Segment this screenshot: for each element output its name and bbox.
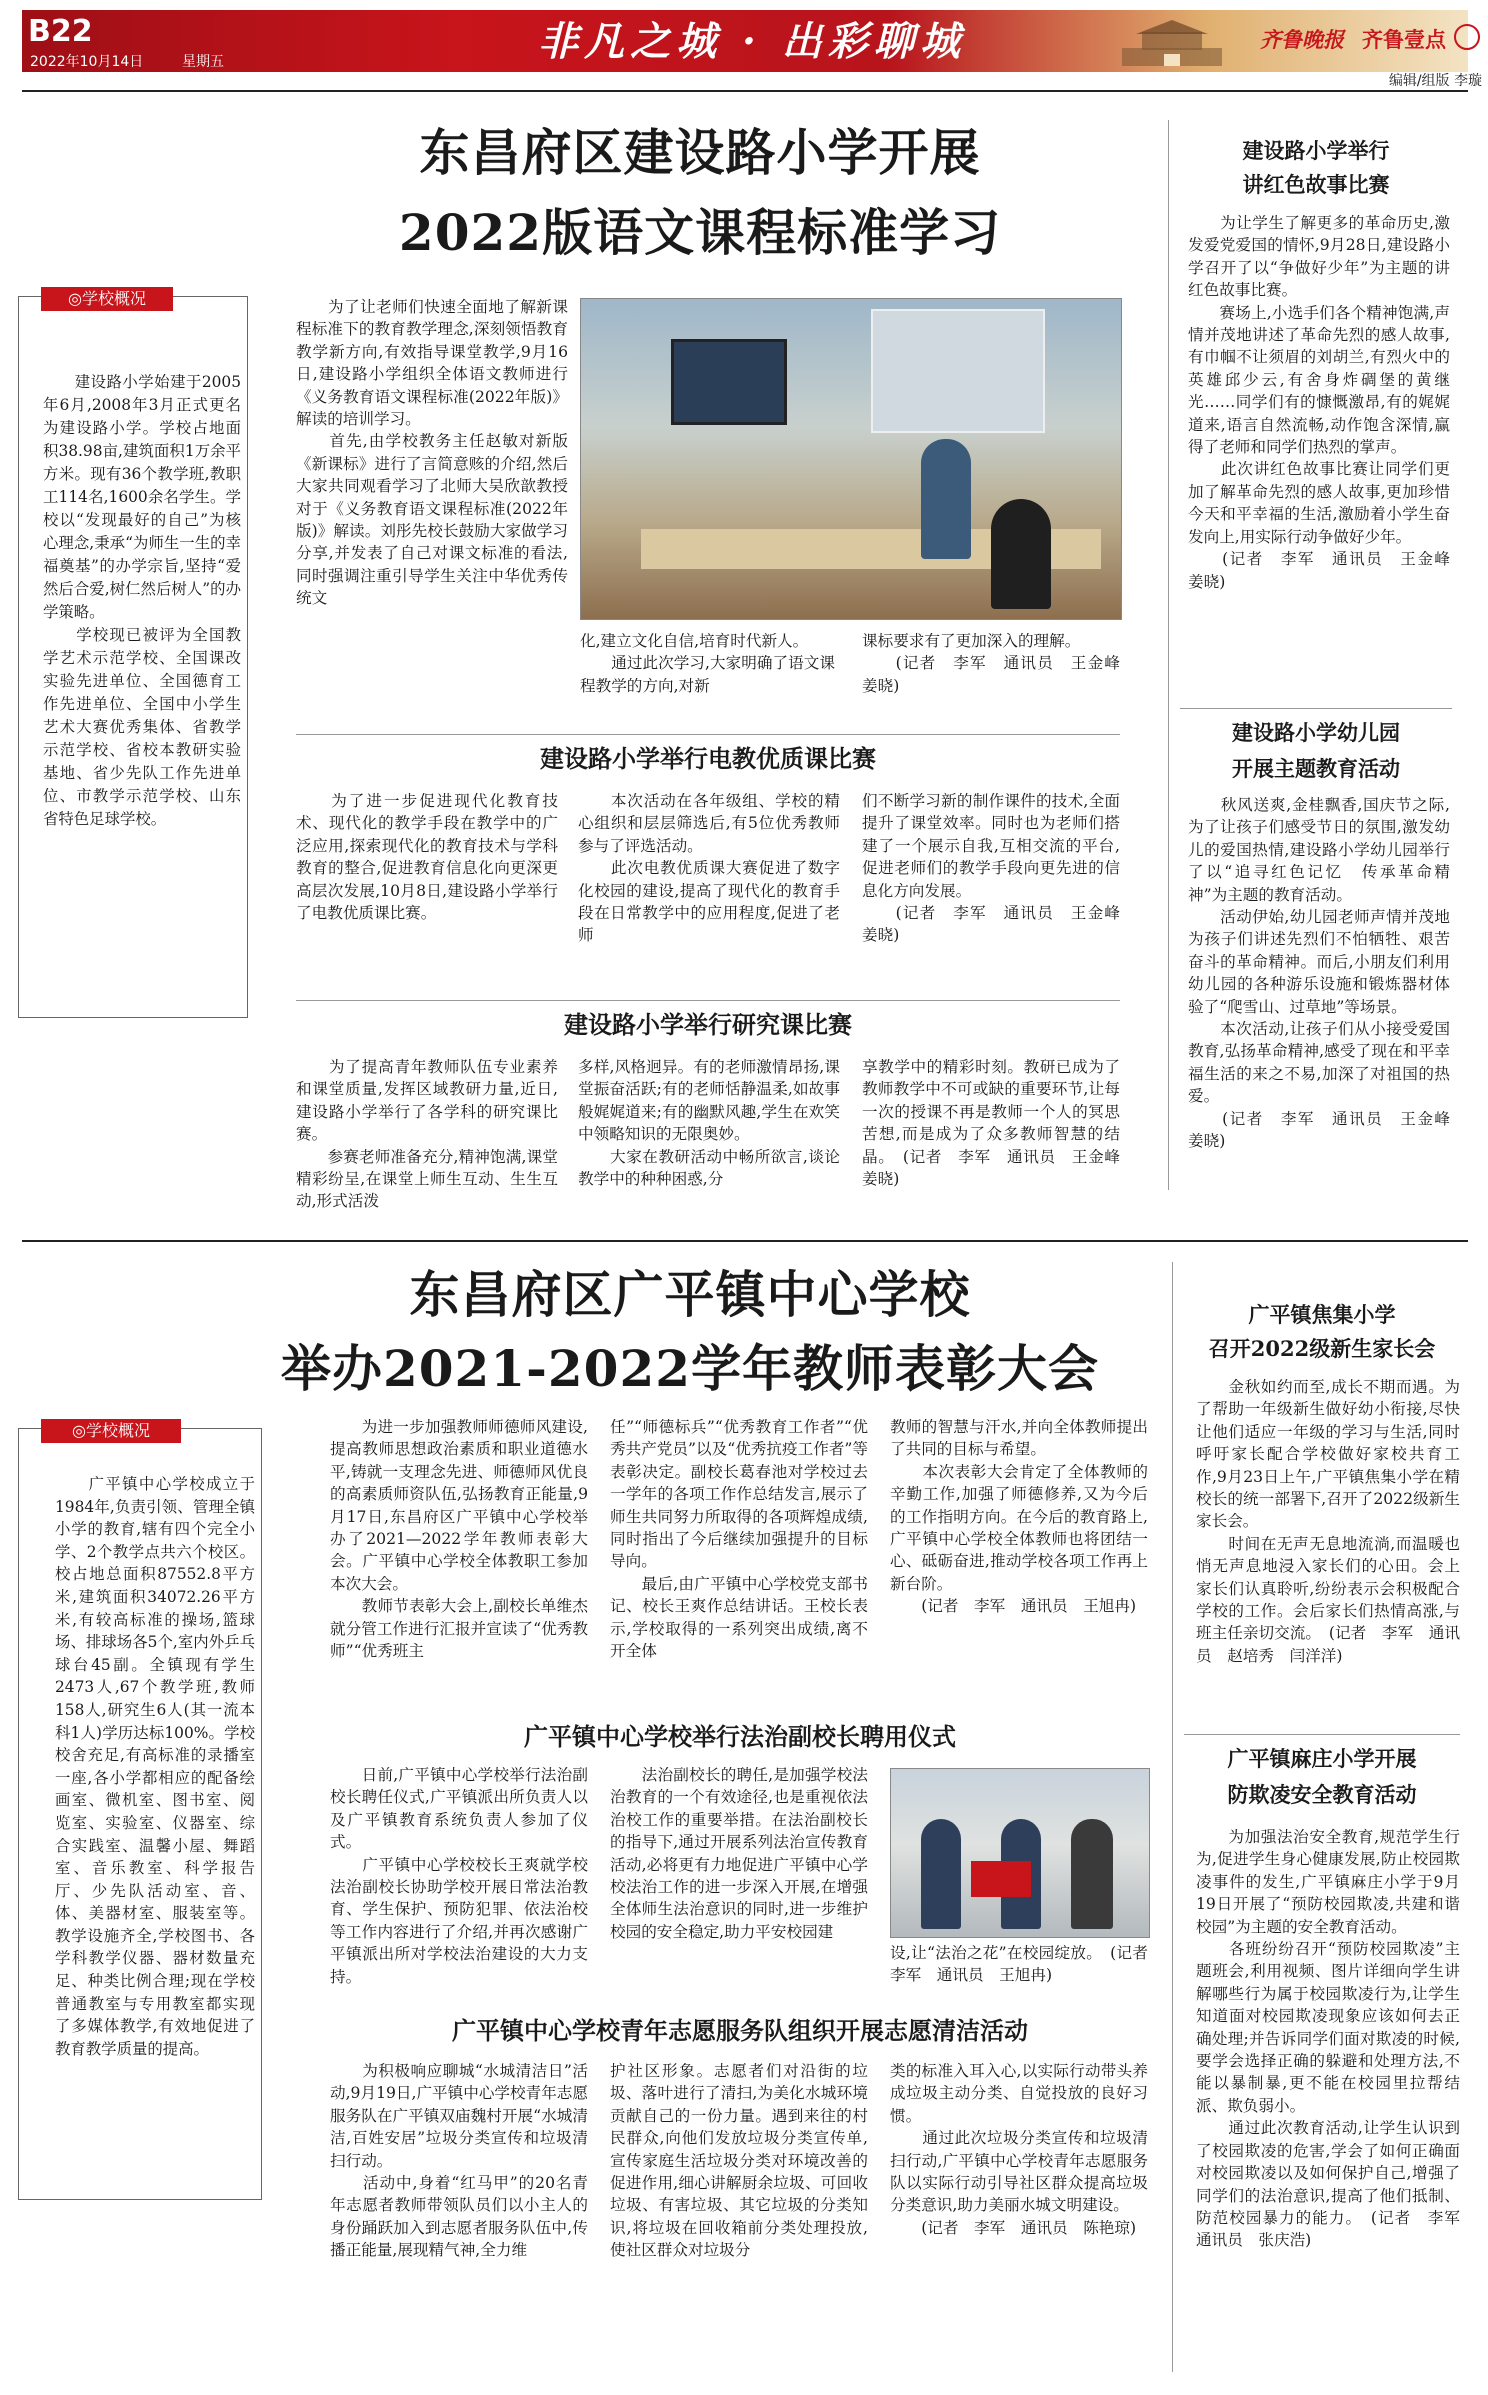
article5-photo <box>890 1768 1150 1938</box>
article5-title: 广平镇中心学校举行法治副校长聘用仪式 <box>524 1722 956 1751</box>
right1-title-line2: 讲红色故事比赛 <box>1242 172 1390 197</box>
article1-sidebar-box <box>18 289 248 1018</box>
editor-credit: 编辑/组版 李璇 <box>1388 73 1482 89</box>
article6-col2: 护社区形象。志愿者们对沿街的垃圾、落叶进行了清扫,为美化水城环境贡献自己的一份力量。遇到来往的村民群众,向他们发放垃圾分类宣传单,宣传家庭生活垃圾分类对环境改善的促进作用,细心讲解厨余垃圾、可回收垃圾、有害垃圾、其它垃圾的分类知识,将垃圾在回收箱前分类处理投放,使社区群众对垃圾分 <box>610 2062 868 2260</box>
article4-sidebar-box <box>18 1421 262 2200</box>
right3-bottom-rule <box>1184 1734 1460 1735</box>
article1-photo <box>580 298 1122 620</box>
qr-badge-icon <box>1454 24 1480 50</box>
right4-title-line1: 广平镇麻庄小学开展 <box>1227 1746 1417 1771</box>
city-gate-icon <box>1112 18 1232 68</box>
article6-col3: 类的标准入耳入心,以实际行动带头养成垃圾主动分类、自觉投放的良好习惯。 通过此次垃圾分类宣传和垃圾清扫行动,广平镇中心学校青年志愿服务队以实际行动引导社区群众提高垃圾分类意识,助力美丽水城文明建设。 (记者 李军 通讯员 陈艳琼) <box>890 2062 1148 2237</box>
right3-title-line1: 广平镇焦集小学 <box>1248 1302 1396 1327</box>
article3-col2: 多样,风格迥异。有的老师激情昂扬,课堂振奋活跃;有的老师恬静温柔,如故事般娓娓道来;有的幽默风趣,学生在欢笑中领略知识的无限奥妙。 大家在教研活动中畅所欲言,谈论教学中的种种困惑,分 <box>578 1058 840 1189</box>
photo-screen <box>671 339 787 425</box>
right4-title-line2: 防欺凌安全教育活动 <box>1227 1782 1417 1807</box>
article4-sidebar-text: 广平镇中心学校成立于1984年,负责引领、管理全镇小学的教育,辖有四个完全小学、2个教学点共六个校区。校占地总面积87552.8平方米,建筑面积34072.26平方米,有较高标准的操场,篮球场、排球场各5个,室内外乒乓球台45副。全镇现有学生2473人,67个教学班,教师158人,研究生6人(其一流本科1人)学历达标100%。学校校舍充足,有高标准的录播室一座,各小学都相应的配备绘画室、微机室、图书室、阅览室、实验室、仪器室、综合实践室、温馨小屋、舞蹈室、音乐教室、科学报告厅、少先队活动室、音、体、美器材室、服装室等。教学设施齐全,学校图书、各学科教学仪器、器材数量充足、种类比例合理;现在学校普通教室与专用教室都实现了多媒体教学,有效地促进了教育教学质量的提高。 <box>55 1475 255 2058</box>
photo-window <box>871 309 1045 433</box>
article1-title-line2: 2022版语文课程标准学习 <box>398 203 1002 262</box>
banner-title: 非凡之城 · 出彩聊城 <box>538 18 966 65</box>
issue-date: 2022年10月14日 <box>30 54 144 70</box>
article1-title-line1: 东昌府区建设路小学开展 <box>419 123 981 182</box>
right4-text: 为加强法治安全教育,规范学生行为,促进学生身心健康发展,防止校园欺凌事件的发生,广平镇麻庄小学于9月19日开展了“预防校园欺凌,共建和谐校园”为主题的安全教育活动。 各班纷纷召开“预防校园欺凌”主题班会,利用视频、图片详细向学生讲解哪些行为属于校园欺凌行为,让学生知道面对校园欺凌现象应该如何去正确处理;并告诉同学们面对欺凌的时候,要学会选择正确的躲避和处理方法,不能以暴制暴,更不能在校园里拉帮结派、欺负弱小。 通过此次教育活动,让学生认识到了校园欺凌的危害,学会了如何正确面对校园欺凌以及如何保护自己,增强了同学们的法治意识,提高了他们抵制、防范校园暴力的能力。 (记者 李军 通讯员 张庆浩) <box>1196 1828 1460 2250</box>
article2-col3: 们不断学习新的制作课件的技术,全面提升了课堂效率。同时也为老师们搭建了一个展示自我,互相交流的平台,促进老师们的教学手段向更先进的信息化方向发展。 (记者 李军 通讯员 王金峰 姜晓) <box>862 792 1120 945</box>
article5-col1: 日前,广平镇中心学校举行法治副校长聘任仪式,广平镇派出所负责人以及广平镇教育系统负责人参加了仪式。 广平镇中心学校校长王爽就学校法治副校长协助学校开展日常法治教育、学生保护、预防犯罪、依法治校等工作内容进行了介绍,并再次感谢广平镇派出所对学校法治建设的大力支持。 <box>330 1766 588 1986</box>
article1-col2: 化,建立文化自信,培育时代新人。 通过此次学习,大家明确了语文课程教学的方向,对新 <box>580 632 835 695</box>
brand-logo-qilu-evening: 齐鲁晚报 <box>1260 27 1344 52</box>
photo-person-seated <box>991 499 1051 609</box>
photo-person-right <box>1071 1819 1113 1929</box>
article1-bottom-rule <box>296 734 1120 735</box>
right1-text: 为让学生了解更多的革命历史,激发爱党爱国的情怀,9月28日,建设路小学召开了以“争做好少年”为主题的讲红色故事比赛。 赛场上,小选手们各个精神饱满,声情并茂地讲述了革命先烈的感人故事,有巾帼不让须眉的刘胡兰,有烈火中的英雄邱少云,有舍身炸碉堡的黄继光……同学们有的慷慨激昂,有的娓娓道来,语言自然流畅,动作饱含深情,赢得了老师和同学们热烈的掌声。 此次讲红色故事比赛让同学们更加了解革命先烈的感人故事,更加珍惜今天和平幸福的生活,激励着小学生奋发向上,用实际行动争做好少年。 (记者 李军 通讯员 王金峰 姜晓) <box>1188 214 1450 591</box>
right3-title-line2: 召开2022级新生家长会 <box>1208 1336 1436 1361</box>
article4-col2: 任”“师德标兵”“优秀教育工作者”“优秀共产党员”以及“优秀抗疫工作者”等表彰决定。副校长葛春池对学校过去一学年的各项工作作总结发言,展示了师生共同努力所取得的各项辉煌成绩,同时指出了今后继续加强提升的目标导向。 最后,由广平镇中心学校党支部书记、校长王爽作总结讲话。王校长表示,学校取得的一系列突出成绩,离不开全体 <box>610 1418 868 1661</box>
article2-title: 建设路小学举行电教优质课比赛 <box>540 744 876 773</box>
article5-col2: 法治副校长的聘任,是加强学校法治教育的一个有效途径,也是重视依法治校工作的重要举措。在法治副校长的指导下,通过开展系列法治宣传教育活动,必将更有力地促进广平镇中心学校法治工作的进一步深入开展,在增强全体师生法治意识的同时,进一步维护校园的安全稳定,助力平安校园建 <box>610 1766 868 1941</box>
article4-title-line1: 东昌府区广平镇中心学校 <box>409 1265 971 1324</box>
article3-col1: 为了提高青年教师队伍专业素养和课堂质量,发挥区域教研力量,近日,建设路小学举行了各学科的研究课比赛。 参赛老师准备充分,精神饱满,课堂精彩纷呈,在课堂上师生互动、生生互动,形式活泼 <box>296 1058 558 1211</box>
right2-title-line2: 开展主题教育活动 <box>1232 756 1400 781</box>
article1-col1: 为了让老师们快速全面地了解新课程标准下的教育教学理念,深刻领悟教育教学新方向,有效指导课堂教学,9月16日,建设路小学组织全体语文教师进行《义务教育语文课程标准(2022年版)》解读的培训学习。 首先,由学校教务主任赵敏对新版《新课标》进行了言简意赅的介绍,然后大家共同观看学习了北师大吴欣歆教授对于《义务教育语文课程标准(2022年版)》解读。刘彤先校长鼓励大家做学习分享,并发表了自己对课文标准的看法,同时强调注重引导学生关注中华优秀传统文 <box>296 298 568 608</box>
article1-sidebar-badge: ◎学校概况 <box>41 287 173 311</box>
photo-certificate <box>971 1861 1031 1897</box>
right2-text: 秋风送爽,金桂飘香,国庆节之际,为了让孩子们感受节日的氛围,激发幼儿的爱国热情,建设路小学幼儿园举行了以“追寻红色记忆 传承革命精神”为主题的教育活动。 活动伊始,幼儿园老师声情并茂地为孩子们讲述先烈们不怕牺牲、艰苦奋斗的革命精神。而后,小朋友们利用幼儿园的各种游乐设施和锻炼器材体验了“爬雪山、过草地”等场景。 本次活动,让孩子们从小接受爱国教育,弘扬革命精神,感受了现在和平幸福生活的来之不易,加深了对祖国的热爱。 (记者 李军 通讯员 王金峰 姜晓) <box>1188 796 1450 1151</box>
right-column-divider-bottom <box>1172 1262 1173 2372</box>
right1-bottom-rule <box>1180 708 1452 709</box>
page-number: B22 <box>28 14 93 49</box>
brand-logo-qilu-one: 齐鲁壹点 <box>1362 27 1446 52</box>
article4-col3: 教师的智慧与汗水,并向全体教师提出了共同的目标与希望。 本次表彰大会肯定了全体教师的辛勤工作,加强了师德修养,又为今后的工作指明方向。在今后的教育路上,广平镇中心学校全体教师也将团结一心、砥砺奋进,推动学校各项工作再上新台阶。 (记者 李军 通讯员 王旭冉) <box>890 1418 1148 1616</box>
article6-title: 广平镇中心学校青年志愿服务队组织开展志愿清洁活动 <box>452 2016 1028 2045</box>
right3-text: 金秋如约而至,成长不期而遇。为了帮助一年级新生做好幼小衔接,尽快让他们适应一年级的学习与生活,同时呼吁家长配合学校做好家校共育工作,9月23日上午,广平镇焦集小学在精校长的统一部署下,召开了2022级新生家长会。 时间在无声无息地流淌,而温暖也悄无声息地浸入家长们的心田。会上家长们认真聆听,纷纷表示会积极配合学校的工作。会后家长们热情高涨,与班主任亲切交流。 (记者 李军 通讯员 赵培秀 闫洋洋) <box>1196 1378 1460 1665</box>
right-column-divider-top <box>1168 120 1169 1190</box>
article2-bottom-rule <box>296 1000 1120 1001</box>
city-skyline-illustration <box>1112 18 1232 68</box>
article2-col2: 本次活动在各年级组、学校的精心组织和层层筛选后,有5位优秀教师参与了评选活动。 此次电教优质课大赛促进了数字化校园的建设,提高了现代化的教育手段在日常教学中的应用程度,促进了老师 <box>578 792 840 945</box>
photo-person <box>921 439 971 559</box>
article3-col3: 享教学中的精彩时刻。教研已成为了教师教学中不可或缺的重要环节,让每一次的授课不再是教师一个人的冥思苦想,而是成为了众多教师智慧的结晶。 (记者 李军 通讯员 王金峰 姜晓) <box>862 1058 1136 1189</box>
section-divider <box>22 1240 1468 1242</box>
article1-sidebar-text: 建设路小学始建于2005年6月,2008年3月正式更名为建设路小学。学校占地面积38.98亩,建筑面积1万余平方米。现有36个教学班,教职工114名,1600余名学生。学校以“发现最好的自己”为核心理念,秉承“为师生一生的幸福奠基”的办学宗旨,坚持“爱然后合爱,树仁然后树人”的办学策略。 学校现已被评为全国教学艺术示范学校、全国课改实验先进单位、全国德育工作先进单位、全国中小学生艺术大赛优秀集体、省教学示范学校、省校本教研实验基地、省少先队工作先进单位、市教学示范学校、山东省特色足球学校。 <box>43 373 241 828</box>
article1-col3: 课标要求有了更加深入的理解。 (记者 李军 通讯员 王金峰 姜晓) <box>862 632 1120 695</box>
article2-col1: 为了进一步促进现代化教育技术、现代化的教学手段在教学中的广泛应用,探索现代化的教育技术与学科教育的整合,促进教育信息化向更深更高层次发展,10月8日,建设路小学举行了电教优质课比赛。 <box>296 792 558 923</box>
header-rule <box>22 90 1468 92</box>
article5-col3: 设,让“法治之花”在校园绽放。 (记者 李军 通讯员 王旭冉) <box>890 1944 1164 1985</box>
right1-title-line1: 建设路小学举行 <box>1242 138 1390 163</box>
article6-col1: 为积极响应聊城“水城清洁日”活动,9月19日,广平镇中心学校青年志愿服务队在广平镇双庙魏村开展“水城清洁,百姓安居”垃圾分类宣传和垃圾清扫行动。 活动中,身着“红马甲”的20名青年志愿者教师带领队员们以小主人的身份踊跃加入到志愿者服务队伍中,传播正能量,展现精气神,全力维 <box>330 2062 588 2260</box>
article4-title-line2: 举办2021-2022学年教师表彰大会 <box>280 1339 1100 1398</box>
photo-officer-left <box>921 1819 961 1929</box>
article4-sidebar-badge: ◎学校概况 <box>41 1419 181 1443</box>
issue-weekday: 星期五 <box>182 54 224 70</box>
right2-title-line1: 建设路小学幼儿园 <box>1232 720 1400 745</box>
article4-col1: 为进一步加强教师师德师风建设,提高教师思想政治素质和职业道德水平,铸就一支理念先进、师德师风优良的高素质师资队伍,弘扬教育正能量,9月17日,东昌府区广平镇中心学校举办了2021—2022学年教师表彰大会。广平镇中心学校全体教职工参加本次大会。 教师节表彰大会上,副校长单维杰就分管工作进行汇报并宣读了“优秀教师”“优秀班主 <box>330 1418 588 1661</box>
article3-title: 建设路小学举行研究课比赛 <box>564 1010 852 1039</box>
header-banner <box>22 10 1482 89</box>
